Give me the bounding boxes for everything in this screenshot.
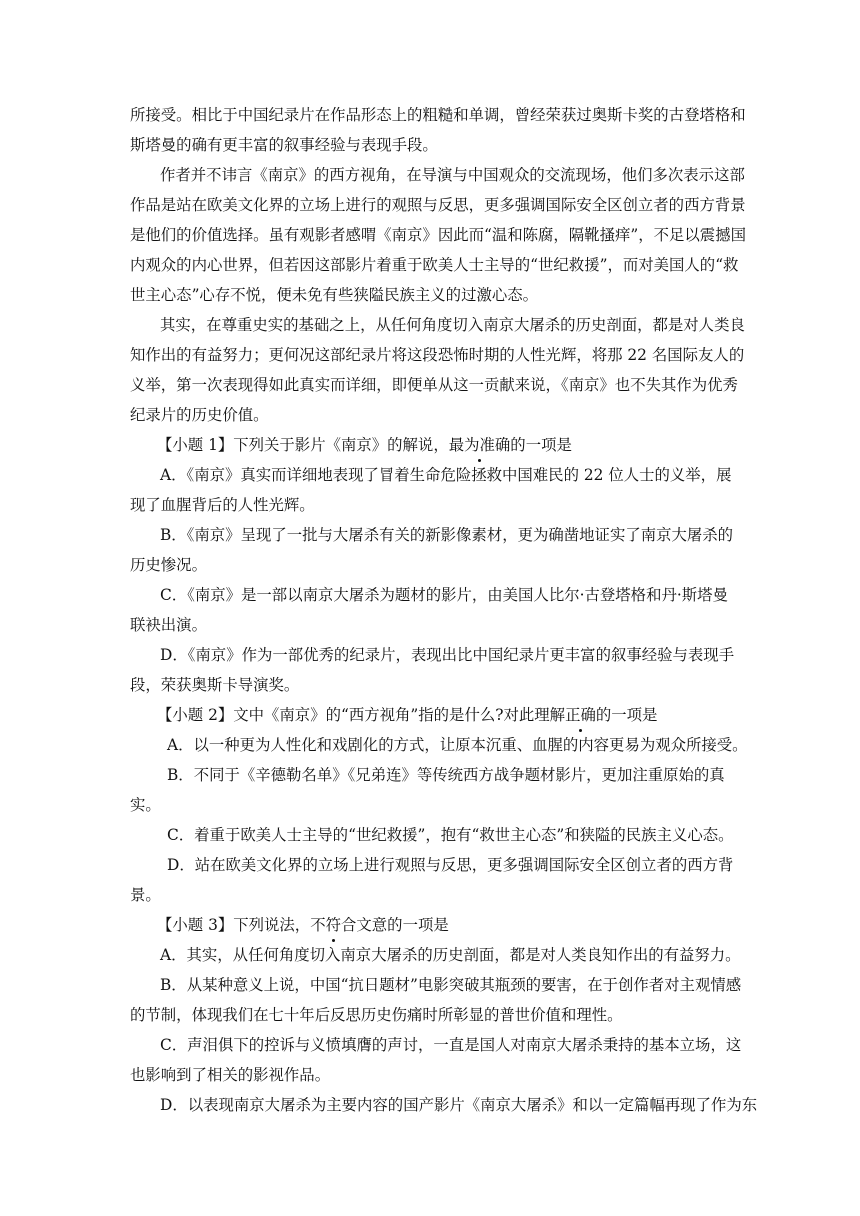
text-line: 内观众的内心世界，但若因这部影片着重于欧美人士主导的“世纪救援”，而对美国人的“救 bbox=[130, 256, 739, 274]
option-c: C．《南京》是一部以南京大屠杀为题材的影片，由美国人比尔·古登塔格和丹·斯塔曼 bbox=[160, 586, 728, 604]
question-stem-post: 的一项是 bbox=[510, 436, 572, 454]
option-a: A．以一种更为人性化和戏剧化的方式，让原本沉重、血腥的内容更易为观众所接受。 bbox=[167, 736, 748, 754]
text-line: 纪录片的历史价值。 bbox=[130, 406, 269, 424]
text-line: 景。 bbox=[130, 886, 161, 904]
question-1-stem bbox=[157, 433, 572, 455]
text-line: 历史惨况。 bbox=[130, 556, 207, 574]
option-c: C．着重于欧美人士主导的“世纪救援”，抱有“救世主心态”和狭隘的民族主义心态。 bbox=[167, 826, 734, 844]
option-c: C．声泪俱下的控诉与义愤填膺的声讨，一直是国人对南京大屠杀秉持的基本立场，这 bbox=[160, 1036, 742, 1054]
text-line: 作者并不讳言《南京》的西方视角，在导演与中国观众的交流现场，他们多次表示这部 bbox=[160, 166, 745, 184]
text-line: 世主心态”心存不悦，便未免有些狭隘民族主义的过激心态。 bbox=[130, 286, 539, 304]
text-line: 实。 bbox=[130, 796, 161, 814]
text-line: 联袂出演。 bbox=[130, 616, 207, 634]
text-line: 现了血腥背后的人性光辉。 bbox=[130, 496, 315, 514]
question-stem-post: 的一项是 bbox=[595, 706, 658, 724]
option-b: B．《南京》呈现了一批与大屠杀有关的新影像素材，更为确凿地证实了南京大屠杀的 bbox=[160, 526, 734, 544]
option-a: A．其实，从任何角度切入南京大屠杀的历史剖面，都是对人类良知作出的有益努力。 bbox=[160, 946, 741, 964]
text-line: 所接受。相比于中国纪录片在作品形态上的粗糙和单调，曾经荣获过奥斯卡奖的古登塔格和 bbox=[130, 106, 746, 124]
emphasis-text: 最为准确 bbox=[449, 433, 511, 455]
text-line: 段，荣获奥斯卡导演奖。 bbox=[130, 676, 300, 694]
text-line: 也影响到了相关的影视作品。 bbox=[130, 1066, 331, 1084]
text-line: 是他们的价值选择。虽有观影者感喟《南京》因此而“温和陈腐，隔靴搔痒”，不足以震撼国 bbox=[130, 226, 746, 244]
question-stem-pre: 【小题 2】文中《南京》的“西方视角”指的是什么?对此理解 bbox=[157, 706, 566, 724]
text-line: 义举，第一次表现得如此真实而详细，即便单从这一贡献来说，《南京》也不失其作为优秀 bbox=[130, 376, 738, 394]
option-d: D．站在欧美文化界的立场上进行观照与反思，更多强调国际安全区创立者的西方背 bbox=[167, 856, 734, 874]
question-2-stem bbox=[157, 703, 657, 725]
question-3-stem bbox=[157, 913, 449, 935]
option-b: B．不同于《辛德勒名单》《兄弟连》等传统西方战争题材影片，更加注重原始的真 bbox=[167, 766, 725, 784]
emphasis-text: 正确 bbox=[565, 703, 596, 725]
text-line: 知作出的有益努力；更何况这部纪录片将这段恐怖时期的人性光辉，将那 22 名国际友人的 bbox=[130, 346, 745, 364]
text-line: 的节制，体现我们在七十年后反思历史伤痛时所彰显的普世价值和理性。 bbox=[130, 1006, 623, 1024]
option-d: D．《南京》作为一部优秀的纪录片，表现出比中国纪录片更丰富的叙事经验与表现手 bbox=[160, 646, 735, 664]
emphasis-text: 不符合 bbox=[310, 913, 356, 935]
question-stem-pre: 【小题 3】下列说法， bbox=[157, 916, 311, 934]
option-a: A．《南京》真实而详细地表现了冒着生命危险拯救中国难民的 22 位人士的义举，展 bbox=[160, 466, 732, 484]
text-line: 斯塔曼的确有更丰富的叙事经验与表现手段。 bbox=[130, 136, 438, 154]
text-line: 作品是站在欧美文化界的立场上进行的观照与反思，更多强调国际安全区创立者的西方背景 bbox=[130, 196, 746, 214]
option-b: B．从某种意义上说，中国“抗日题材”电影突破其瓶颈的要害，在于创作者对主观情感 bbox=[160, 976, 742, 994]
text-line: 其实，在尊重史实的基础之上，从任何角度切入南京大屠杀的历史剖面，都是对人类良 bbox=[160, 316, 745, 334]
question-stem-post: 文意的一项是 bbox=[356, 916, 449, 934]
question-stem-pre: 【小题 1】下列关于影片《南京》的解说， bbox=[157, 436, 449, 454]
option-d: D．以表现南京大屠杀为主要内容的国产影片《南京大屠杀》和以一定篇幅再现了作为东 bbox=[160, 1096, 758, 1114]
